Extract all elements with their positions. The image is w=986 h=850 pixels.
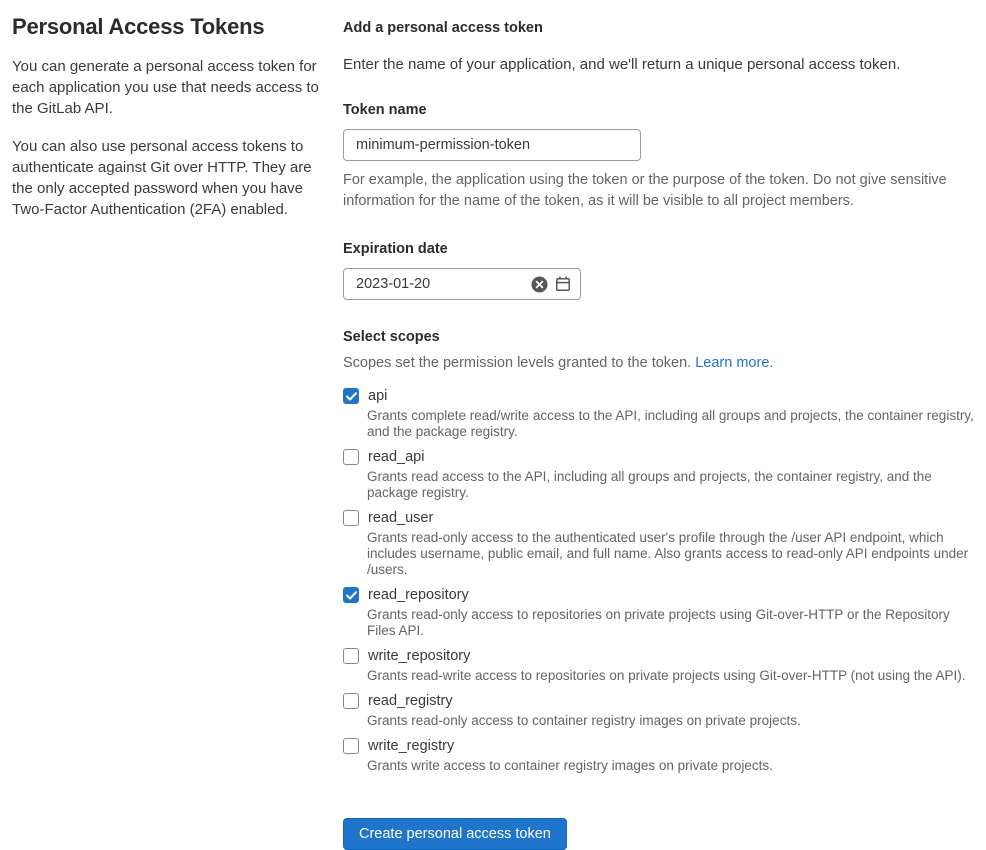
token-form bbox=[343, 10, 974, 850]
scopes-help-text: Scopes set the permission levels granted to the token. bbox=[343, 355, 692, 371]
create-token-button[interactable]: Create personal access token bbox=[343, 818, 567, 850]
form-heading: Add a personal access token bbox=[343, 20, 543, 36]
open-calendar-button[interactable] bbox=[555, 276, 571, 292]
scope-label-write_repository[interactable]: write_repository bbox=[368, 648, 471, 664]
scope-checkbox-read_registry[interactable] bbox=[343, 693, 359, 709]
scope-description: Grants write access to container registry images on private projects. bbox=[367, 758, 773, 773]
scope-checkbox-read_api[interactable] bbox=[343, 449, 359, 465]
scope-description: Grants read-only access to container registry images on private projects. bbox=[367, 713, 801, 728]
scope-checkbox-read_repository[interactable] bbox=[343, 587, 359, 603]
scope-description: Grants read-write access to repositories on private projects using Git-over-HTTP (not using the API). bbox=[367, 668, 966, 683]
token-name-label: Token name bbox=[343, 102, 427, 118]
scope-item-read_user bbox=[343, 510, 974, 578]
intro-paragraph-2: You can also use personal access tokens to authenticate against Git over HTTP. They are the only accepted password when you have Two-Factor Authentication (2FA) enabled. bbox=[12, 138, 312, 218]
scope-item-read_repository bbox=[343, 587, 974, 639]
scope-label-write_registry[interactable]: write_registry bbox=[368, 738, 455, 754]
select-scopes-label: Select scopes bbox=[343, 329, 440, 345]
scopes-help bbox=[343, 355, 974, 371]
scope-checkbox-write_repository[interactable] bbox=[343, 648, 359, 664]
expiration-date-field[interactable] bbox=[343, 268, 581, 300]
expiration-date-label: Expiration date bbox=[343, 241, 448, 257]
date-field-icons bbox=[531, 276, 580, 293]
scope-label-read_registry[interactable]: read_registry bbox=[368, 693, 453, 709]
page-title: Personal Access Tokens bbox=[12, 14, 265, 39]
expiration-date-input[interactable] bbox=[344, 276, 531, 292]
scope-item-api bbox=[343, 388, 974, 440]
scope-item-write_repository bbox=[343, 648, 974, 684]
scope-item-write_registry bbox=[343, 738, 974, 774]
scope-description: Grants read access to the API, including all groups and projects, the container registry, and the package registry. bbox=[367, 469, 932, 500]
token-name-input[interactable] bbox=[343, 129, 641, 161]
token-name-help: For example, the application using the token or the purpose of the token. Do not give sensitive information for the name of the token, as it will be visible to all project members. bbox=[343, 172, 947, 209]
scope-label-api[interactable]: api bbox=[368, 388, 388, 404]
calendar-icon bbox=[555, 276, 571, 292]
form-subheading: Enter the name of your application, and we'll return a unique personal access token. bbox=[343, 56, 901, 73]
clear-date-button[interactable] bbox=[531, 276, 548, 293]
scope-label-read_user[interactable]: read_user bbox=[368, 510, 434, 526]
scope-item-read_api bbox=[343, 449, 974, 501]
scope-label-read_api[interactable]: read_api bbox=[368, 449, 425, 465]
learn-more-link[interactable]: Learn more. bbox=[695, 355, 774, 371]
scope-checkbox-write_registry[interactable] bbox=[343, 738, 359, 754]
scope-description: Grants complete read/write access to the API, including all groups and projects, the container registry, and the package registry. bbox=[367, 408, 974, 439]
circle-x-icon bbox=[531, 276, 548, 293]
scope-checkbox-api[interactable] bbox=[343, 388, 359, 404]
scope-description: Grants read-only access to the authenticated user's profile through the /user API endpoint, which includes username, public email, and full name. Also grants access to read-only API endpoints under /users. bbox=[367, 530, 969, 577]
scope-description: Grants read-only access to repositories on private projects using Git-over-HTTP or the Repository Files API. bbox=[367, 607, 950, 638]
scope-item-read_registry bbox=[343, 693, 974, 729]
intro-paragraph-1: You can generate a personal access token for each application you use that needs access to the GitLab API. bbox=[12, 58, 319, 117]
page-description-column bbox=[12, 10, 332, 850]
scope-checkbox-read_user[interactable] bbox=[343, 510, 359, 526]
scope-label-read_repository[interactable]: read_repository bbox=[368, 587, 469, 603]
scope-list bbox=[343, 388, 974, 774]
